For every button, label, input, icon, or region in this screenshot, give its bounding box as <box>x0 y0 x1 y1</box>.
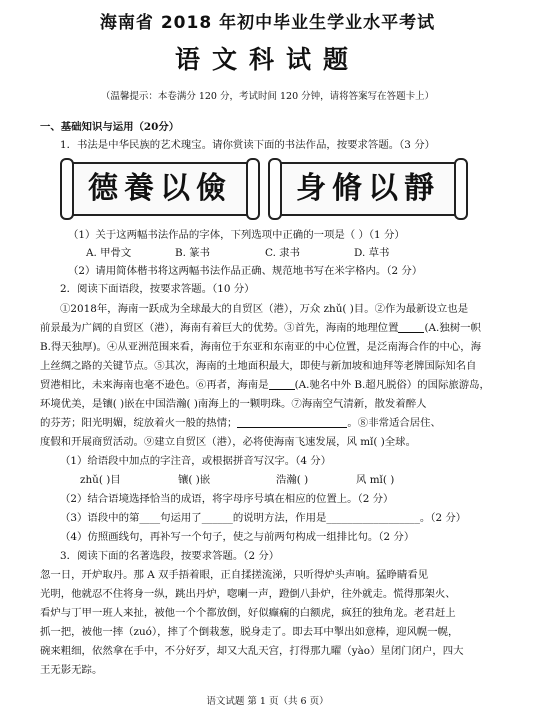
exam-notice: （温馨提示：本卷满分 120 分，考试时间 120 分钟，请将答案写在答题卡上） <box>100 91 435 102</box>
calligraphy-text-1: 德養以儉 <box>88 171 232 206</box>
passage-2-line <box>40 416 441 430</box>
option-d: D. 草书 <box>354 247 390 259</box>
question-1-1: （1）关于这两幅书法作品的字体，下列选项中正确的一项是（ ）（1 分） <box>68 229 405 241</box>
passage-3-line: 王无影无踪。 <box>40 664 103 676</box>
passage-2-line <box>40 378 490 392</box>
fill-blank <box>398 321 424 333</box>
pinyin-item: zhǔ( )目 <box>80 474 121 486</box>
passage-3-line: 看炉与丁甲一班人来扯，被他一个个都放倒，好似癫痫的白额虎，疯狂的独角龙。老君赶上 <box>40 607 456 619</box>
calligraphy-scroll-1 <box>72 162 248 216</box>
passage-2-line: 上丝绸之路的关键节点。⑤其次，海南的土地面积最大，即使与新加坡和迪拜等老牌国际知名自 <box>40 360 477 372</box>
pinyin-item: 风 mǐ( ) <box>356 474 395 486</box>
fill-blank <box>237 416 347 428</box>
option-c: C. 隶书 <box>265 247 300 259</box>
question-2-4: （4）仿照画线句，再补写一个句子，使之与前两句构成一组排比句。（2 分） <box>60 531 415 543</box>
passage-2-text: (A.独树一帜 <box>424 322 481 334</box>
passage-2-line: 环境优美，是镶( )嵌在中国浩瀚( )南海上的一颗明珠。⑦海南空气清新，散发着醉人 <box>40 398 427 410</box>
passage-2-text: 的芬芳；阳光明媚，绽放着火一般的热情； <box>40 417 238 429</box>
passage-2-text: 贸港相比，未来海南也毫不逊色。⑥再者，海南是 <box>40 379 269 391</box>
option-b: B. 篆书 <box>175 247 211 259</box>
question-1-2: （2）请用简体楷书将这两幅书法作品正确、规范地书写在米字格内。（2 分） <box>68 265 423 277</box>
passage-2-line: B.得天独厚)。④从亚洲范围来看，海南位于东亚和东南亚的中心位置，是泛南海合作的中心，海 <box>40 341 482 353</box>
question-2-3: （3）语段中的第____句运用了______的说明方法，作用是__________________。（2 分） <box>60 512 467 524</box>
pinyin-item: 浩瀚( ) <box>276 474 309 486</box>
passage-2-text: 。⑧非常适合居住、 <box>347 417 441 429</box>
passage-3-line: 抓一把，被他一摔（zuó），摔了个倒栽葱，脱身走了。即去耳中掣出如意棒，迎风幌一幌， <box>40 626 459 638</box>
passage-3-line: 忽一日，开炉取丹。那 A 双手捂着眼，正自揉搓流涕，只听得炉头声响。猛睁睛看见 <box>40 569 429 581</box>
passage-3-line: 碗来粗细，依然拿在手中，不分好歹，却又大乱天宫，打得那九曜（yào）星闭门闭户，四大 <box>40 645 464 657</box>
question-2-2: （2）结合语境选择恰当的成语，将字母序号填在相应的位置上。（2 分） <box>60 493 394 505</box>
subject-title: 语文科试题 <box>174 45 360 74</box>
exam-title: 海南省 2018 年初中毕业生学业水平考试 <box>99 13 436 33</box>
option-a: A. 甲骨文 <box>86 247 132 259</box>
section-1-heading: 一、基础知识与运用（20分） <box>40 121 180 133</box>
question-2: 2．阅读下面语段，按要求答题。（10 分） <box>60 283 255 295</box>
question-2-1: （1）给语段中加点的字注音，或根据拼音写汉字。（4 分） <box>60 455 332 467</box>
passage-2-line: 度假和开展商贸活动。⑨建立自贸区（港），必将使海南飞速发展，风 mǐ( )全球。 <box>40 436 416 448</box>
passage-2-line: ①2018年，海南一跃成为全球最大的自贸区（港），万众 zhǔ( )目。②作为最新设立也是 <box>60 303 469 315</box>
passage-2-text: (A.驰名中外 B.超凡脱俗）的国际旅游岛， <box>294 379 490 391</box>
calligraphy-scroll-2 <box>280 162 456 216</box>
calligraphy-text-2: 身脩以靜 <box>296 171 440 206</box>
fill-blank <box>269 378 295 390</box>
pinyin-item: 镶( )嵌 <box>178 474 211 486</box>
question-1: 1．书法是中华民族的艺术瑰宝。请你赏读下面的书法作品，按要求答题。（3 分） <box>60 139 435 151</box>
passage-3-line: 光明，他就忍不住将身一纵，跳出丹炉，唿喇一声，蹬倒八卦炉，往外就走。慌得那架火、 <box>40 588 456 600</box>
passage-2-line <box>40 321 481 335</box>
page-footer: 语文试题 第 1 页（共 6 页） <box>206 696 329 707</box>
question-3: 3．阅读下面的名著选段，按要求答题。（2 分） <box>60 550 280 562</box>
passage-2-text: 前景最为广阔的自贸区（港），海南有着巨大的优势。③首先，海南的地理位置 <box>40 322 399 334</box>
